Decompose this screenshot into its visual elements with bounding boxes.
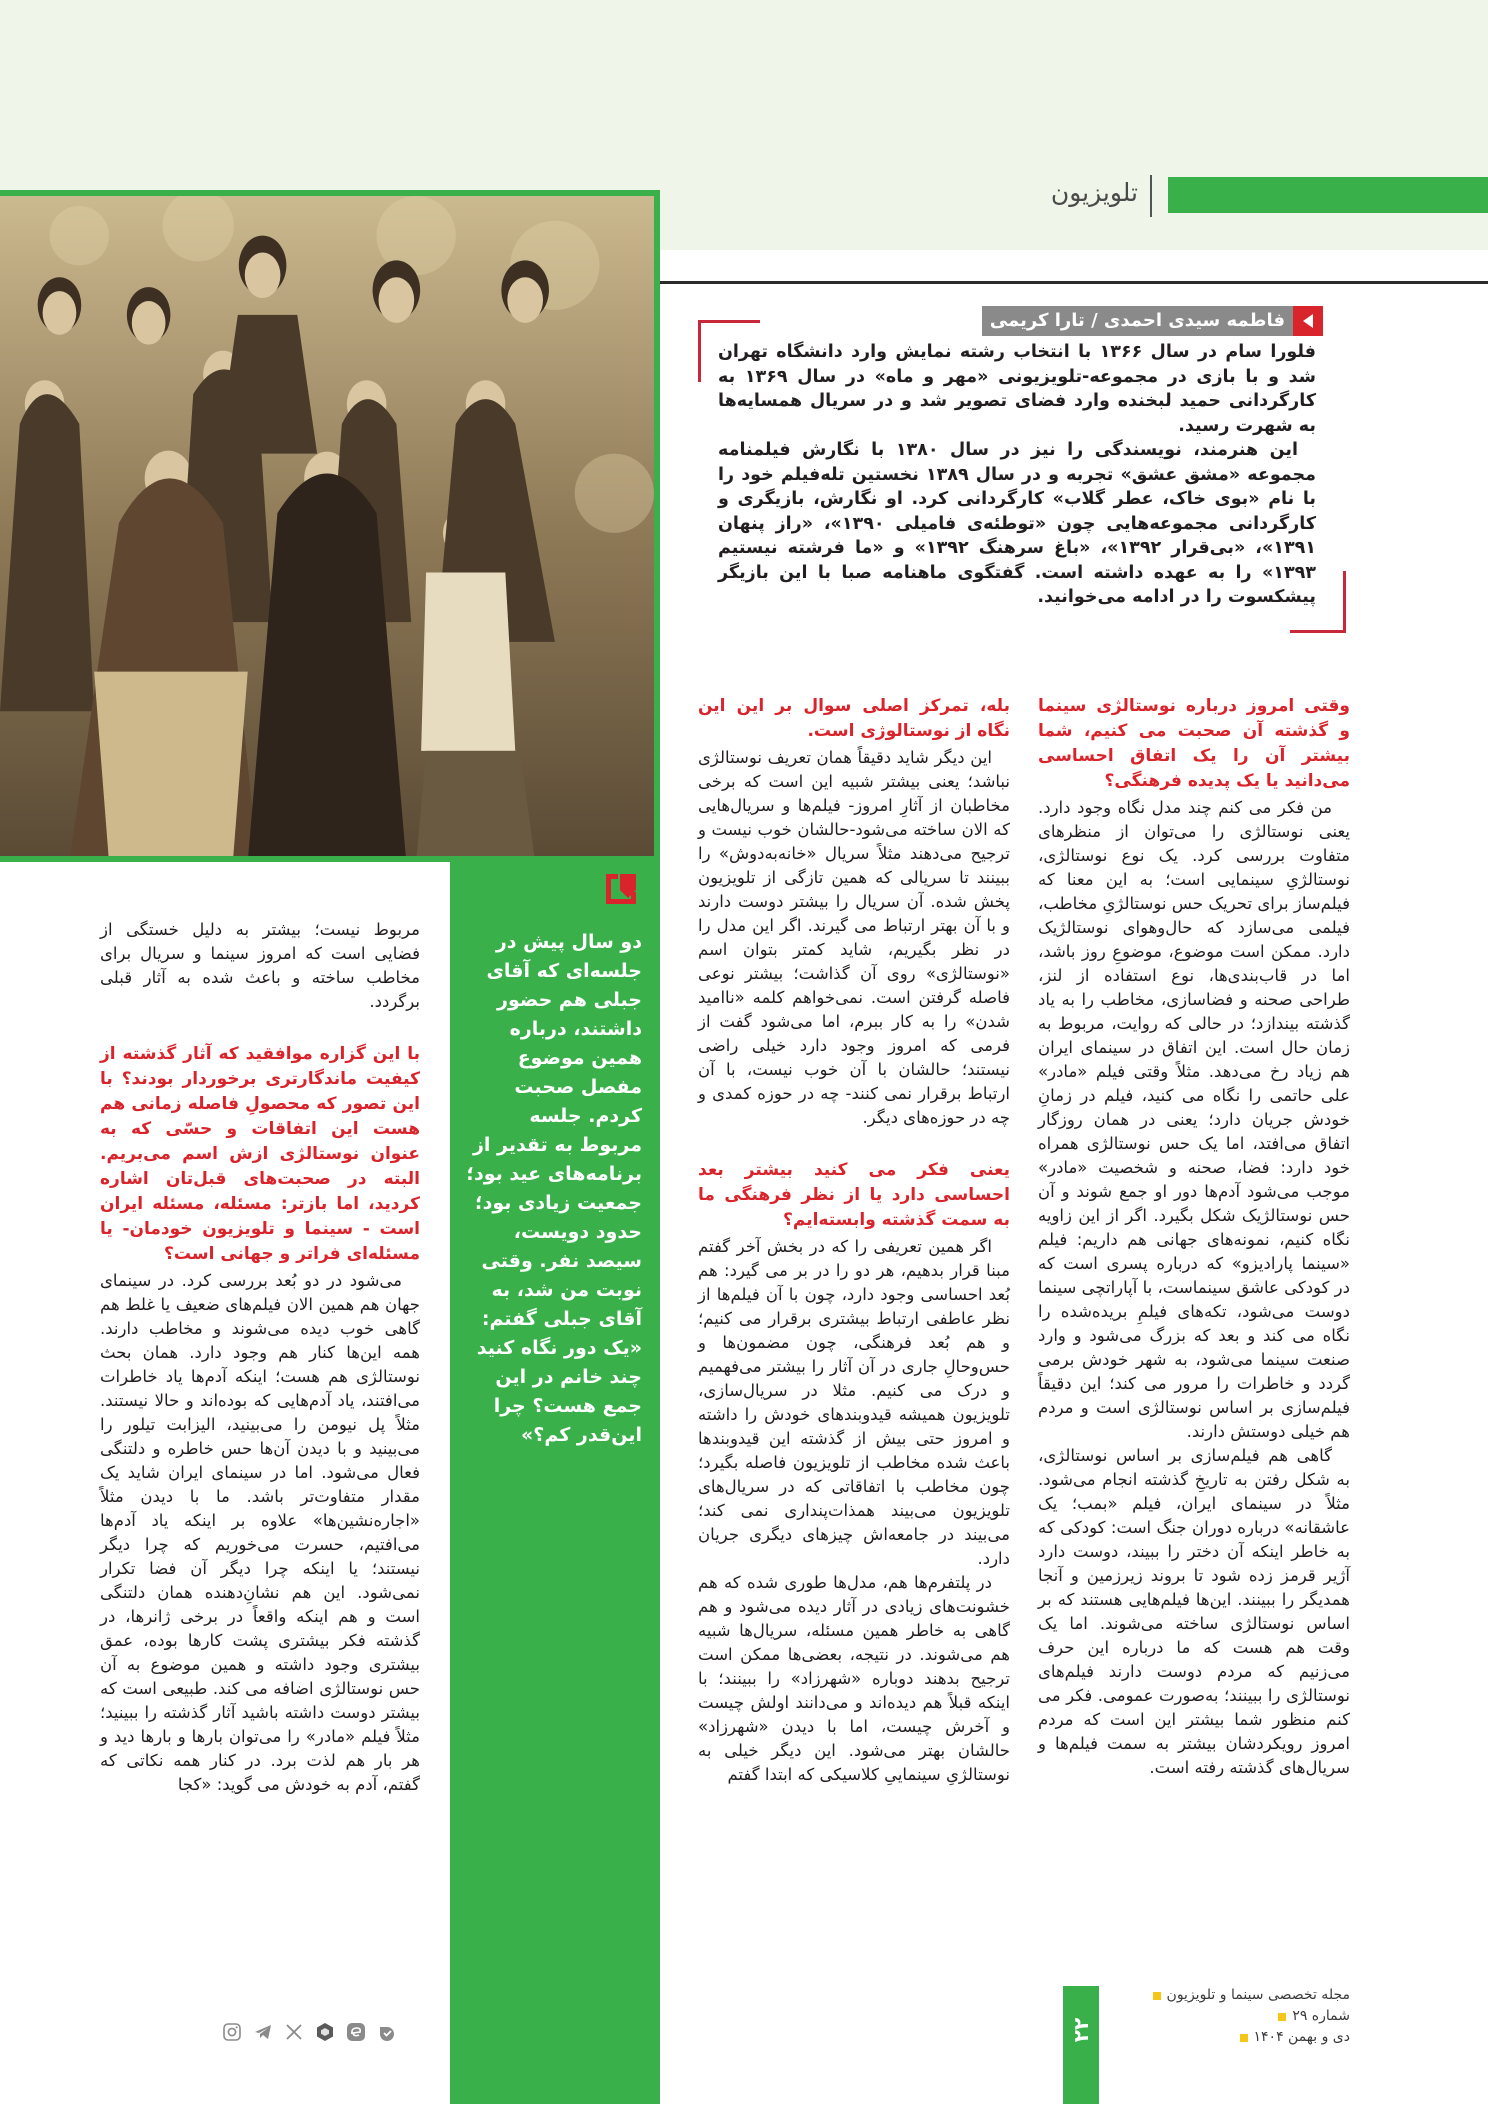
instagram-icon[interactable]	[222, 2022, 242, 2042]
interview-answer-continued: مربوط نیست؛ بیشتر به دلیل خستگی از فضایی است که امروز سینما و سریال برای مخاطب ساخته و باعث شده به آثار قبلی برگردد.	[100, 920, 420, 1011]
lead-bracket-bottom	[1290, 630, 1346, 633]
interview-question: با این گزاره موافقید که آثار گذشته از کیفیت ماندگارتری برخوردار بودند؟ با این تصور که محصولِ فاصله زمانی هم هست این اتفاقات و حسّی که به عنوان نوستالژی ازش اسم می‌بریم. البته در صحبت‌های قبل‌تان اشاره کردید، اما بازتر: مسئله، مسئله ایران است - سینما و تلویزیون خودمان- یا مسئله‌ای فراتر و جهانی است؟	[100, 1044, 420, 1264]
section-title: تلویزیون	[1050, 178, 1138, 207]
interview-question: یعنی فکر می کنید بیشتر بعد احساسی دارد یا از نظر فرهنگی ما به سمت گذشته وابسته‌ایم؟	[698, 1160, 1010, 1230]
page-number: ۲۲	[1069, 2017, 1093, 2043]
column-left	[100, 918, 420, 1797]
byline	[982, 306, 1323, 336]
bullet-icon	[1278, 2013, 1286, 2021]
bullet-icon	[1240, 2034, 1248, 2042]
interview-question: وقتی امروز درباره نوستالژی سینما و گذشته آن صحبت می کنیم، شما بیشتر آن را یک اتفاق احساسی می‌دانید یا یک پدیده فرهنگی؟	[1038, 696, 1350, 791]
rubika-icon[interactable]	[315, 2022, 335, 2042]
footer-page-bar	[1063, 1986, 1099, 2104]
interview-answer: در پلتفرم‌ها هم، مدل‌ها طوری شده که هم خشونت‌های زیادی در آثار دیده می‌شود و هم گاهی به خاطر همین مسئله، سریال‌ها شبیه هم می‌شوند. در نتیجه، بعضی‌ها ممکن است ترجیح بدهند دوباره «شهرزاد» را ببینند؛ با اینکه قبلاً هم دیده‌اند و می‌دانند اولش چیست و آخرش چیست، اما با دیدن «شهرزاد» حالشان بهتر می‌شود. این دیگر خیلی به نوستالژیِ سینماییِ کلاسیکی که ابتدا گفتم	[698, 1573, 1010, 1784]
lead-bracket-bottom-side	[1343, 571, 1346, 633]
column-middle	[698, 694, 1010, 1787]
interview-answer: اگر همین تعریفی را که در بخش آخر گفتم مبنا قرار بدهیم، هر دو را در بر می گیرد: هم بُعد احساسی وجود دارد، چون با آن فیلم‌ها از نظر عاطفی ارتباط بیشتری برقرار می کنیم؛ و هم بُعد فرهنگی، چون مضمون‌ها و حس‌وحالِ جاری در آن آثار را بیشتر می‌فهمیم و درک می کنیم. مثلا در سریال‌سازی، تلویزیون همیشه قیدوبندهای خودش را داشته و امروز حتی بیش از گذشته این قیدوبندها باعث شده مخاطب از تلویزیون فاصله بگیرد؛ چون مخاطب با اتفاقاتی که در سریال‌های تلویزیون می‌بیند همذات‌پنداری نمی کند؛ می‌بیند در جامعه‌اش چیزهای دیگری جریان دارد.	[698, 1237, 1010, 1568]
interview-answer: من فکر می کنم چند مدل نگاه وجود دارد. یعنی نوستالژی را می‌توان از منظرهای متفاوت بررسی کرد. یک نوع نوستالژی، نوستالژیِ سینمایی است؛ به این معنا که فیلم‌ساز برای تحریک حس نوستالژیِ مخاطب، فیلمی می‌سازد که حال‌وهوای نوستالژیک دارد. ممکن است موضوع، موضوعِ روز باشد، اما در قاب‌بندی‌ها، نوع استفاده از لنز، طراحی صحنه و فضاسازی، مخاطب را به یاد گذشته بیندازد؛ در حالی که روایت، مربوط به زمان حال است. این اتفاق در سینمای ایران هم زیاد رخ می‌دهد. مثلاً وقتی فیلم «مادر» علی حاتمی را نگاه می کنید، فیلم در زمانِ خودش جریان دارد؛ یعنی در همان روزگار اتفاق می‌افتد، اما یک حس نوستالژی همراه خود دارد: فضا، صحنه و شخصیت «مادر» موجب می‌شود آدم‌ها دور او جمع شوند و آن حس نوستالژیک شکل بگیرد. اگر از این زاویه نگاه کنیم، نمونه‌های جهانی هم داریم: فیلم «سینما پارادیزو» که درباره پسری است که در کودکی عاشق سینماست، با آپاراتچی سینما دوست می‌شود، تکه‌های فیلمِ بریده‌شده را نگاه می کند و بعد که بزرگ می‌شود و وارد صنعت سینما می‌شود، به شهر خودش برمی گردد و خاطرات را مرور می کند؛ این دقیقاً فیلم‌سازی بر اساس نوستالژی است و مردم هم خیلی دوستش دارند.	[1037, 798, 1350, 1441]
lead-paragraph	[718, 340, 1316, 610]
social-links	[222, 2022, 397, 2042]
lead-paragraph-2: این هنرمند، نویسندگی را نیز در سال ۱۳۸۰ با نگارش فیلمنامه مجموعه «مشق عشق» تجربه و در سال ۱۳۸۹ نخستین تله‌فیلم خود را با نام «بوی خاک، عطر گلاب» کارگردانی کرد. او نگارش، بازیگری و کارگردانی مجموعه‌هایی چون «توطئه‌ی فامیلی ۱۳۹۰»، «راز پنهان ۱۳۹۱»، «بی‌قرار ۱۳۹۲»، «باغ سرهنگ ۱۳۹۲» و «ما فرشته نیستیم ۱۳۹۳» را به عهده داشته است. گفتگوی ماهنامه صبا با این بازیگر پیشکسوت را در ادامه می‌خوانید.	[718, 440, 1316, 607]
issue-number-line: شماره ۲۹	[1110, 2006, 1350, 2027]
x-icon[interactable]	[284, 2022, 304, 2042]
telegram-icon[interactable]	[253, 2022, 273, 2042]
byline-authors: فاطمه سیدی احمدی / تارا کریمی	[982, 306, 1293, 336]
quote-mark-icon	[604, 872, 638, 906]
header-rule	[660, 281, 1488, 284]
bale-icon[interactable]	[377, 2022, 397, 2042]
bullet-icon	[1153, 1992, 1161, 2000]
eitaa-icon[interactable]	[346, 2022, 366, 2042]
magazine-info	[1110, 1985, 1350, 2048]
section-color-bar	[1168, 177, 1488, 213]
interview-answer: می‌شود در دو بُعد بررسی کرد. در سینمای جهان هم همین الان فیلم‌های ضعیف یا غلط هم گاهی خوب دیده می‌شوند و مخاطب دارند. همه این‌ها کنار هم وجود دارد. همان بحث نوستالژی هم هست؛ اینکه آدم‌ها یاد خاطرات می‌افتند، یاد آدم‌هایی که بوده‌اند و حالا نیستند. مثلاً پل نیومن را می‌بینید، الیزابت تیلور را می‌بینید و با دیدن آن‌ها حس خاطره و دلتنگی فعال می‌شود. اما در سینمای ایران شاید یک مقدار متفاوت‌تر باشد. ما با دیدن مثلاً «اجاره‌نشین‌ها» علاوه بر اینکه یاد آدم‌ها می‌افتیم، حسرت می‌خوریم که چرا دیگر نیستند؛ یا اینکه چرا دیگر آن فضا تکرار نمی‌شود. این هم نشانِ‌دهنده همان دلتنگی است و هم اینکه واقعاً در برخی ژانرها، در گذشته فکر بیشتری پشت کارها بوده، عمق بیشتری وجود داشته و همین موضوع به آن حس نوستالژی اضافه می کند. طبیعی است که بیشتر دوست داشته باشید آثار گذشته را ببینید؛ مثلاً فیلم «مادر» را می‌توان بارها و بارها دید و هر بار هم لذت برد. در کنار همه نکاتی که گفتم، آدم به خودش می گوید: «کجا	[100, 1271, 420, 1794]
interview-answer: گاهی هم فیلم‌سازی بر اساس نوستالژی، به شکل رفتن به تاریخِ گذشته انجام می‌شود. مثلاً در سینمای ایران، فیلم «بمب؛ یک عاشقانه» درباره دوران جنگ است: کودکی که به خاطر اینکه آن دختر را ببیند، دوست دارد آژیر قرمز زده شود تا بروند زیرزمین و آنجا همدیگر را ببینند. این‌ها فیلم‌هایی هستند که بر اساس نوستالژی ساخته می‌شوند. اما یک وقت هم هست که ما درباره این حرف می‌زنیم که مردم دوست دارند فیلم‌های نوستالژی را ببینند؛ به‌صورت عمومی. فکر می کنم منظور شما بیشتر این است که مردم امروز رویکردشان بیشتر به سمت فیلم‌ها و سریال‌های گذشته رفته است.	[1038, 1446, 1350, 1777]
issue-date-line: دی و بهمن ۱۴۰۴	[1110, 2027, 1350, 2048]
interview-question: بله، تمرکز اصلی سوال بر این این نگاه از نوستالوژی است.	[698, 696, 1010, 741]
magazine-title-line: مجله تخصصی سینما و تلویزیون	[1110, 1985, 1350, 2006]
interview-answer: این دیگر شاید دقیقاً همان تعریف نوستالژی نباشد؛ یعنی بیشتر شبیه این است که برخی مخاطبان از آثارِ امروز- فیلم‌ها و سریال‌هایی که الان ساخته می‌شود-حالشان خوب نیست و ترجیح می‌دهند مثلاً سریال «خانه‌به‌دوش» را ببینند تا سریالی که همین تازگی از تلویزیون پخش شده. آن سریال را بیشتر دوست دارند و با آن بهتر ارتباط می گیرند. اگر این مدل را در نظر بگیریم، شاید کمتر بتوان اسم «نوستالژی» روی آن گذاشت؛ بیشتر نوعی فاصله گرفتن است. نمی‌خواهم کلمه «ناامید شدن» را به کار ببرم، اما می‌شود گفت از فرمی که امروز وجود دارد خیلی راضی نیستند؛ حالشان با آن خوب نیست، با آن ارتباط برقرار نمی کنند- چه در حوزه کمدی و چه در حوزه‌های دیگر.	[698, 748, 1010, 1127]
lead-paragraph-1: فلورا سام در سال ۱۳۶۶ با انتخاب رشته نمایش وارد دانشگاه تهران شد و با بازی در مجموعه-تلویزیونی «مهر و ماه» در سال ۱۳۶۹ به کارگردانی حمید لبخنده وارد فضای تصویر شد و در سریال همسایه‌ها به شهرت رسید.	[718, 342, 1316, 436]
section-divider	[1150, 175, 1152, 217]
column-right	[1038, 694, 1350, 1780]
cast-photo	[0, 190, 660, 862]
lead-bracket-top-side	[698, 320, 701, 382]
group-photo-illustration	[0, 196, 654, 862]
lead-bracket-top	[698, 320, 760, 323]
byline-arrow-icon	[1293, 306, 1323, 336]
pull-quote: دو سال پیش در جلسه‌ای که آقای جبلی هم حضور داشتند، درباره همین موضوع مفصل صحبت کردم. جلسه مربوط به تقدیر از برنامه‌های عید بود؛ جمعیت زیادی بود؛ حدود دویست، سیصد نفر. وقتی نوبت من شد، به آقای جبلی گفتم: «یک دور نگاه کنید چند خانم در این جمع هست؟ چرا این‌قدر کم؟»	[466, 931, 642, 1446]
